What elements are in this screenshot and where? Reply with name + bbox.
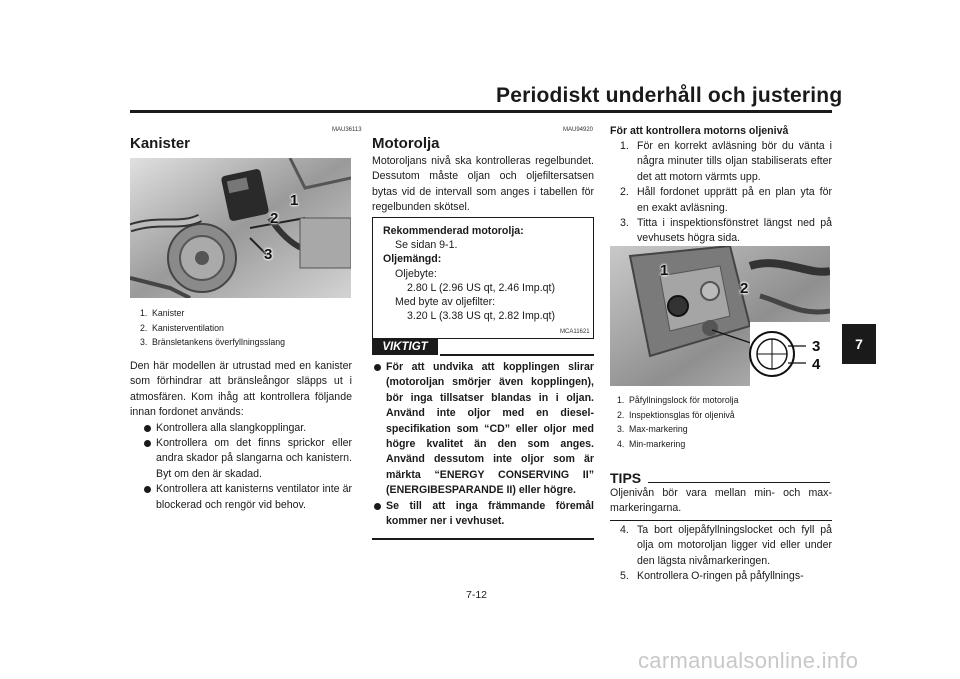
canister-photo bbox=[130, 158, 351, 298]
section-heading-motorolja: Motorolja bbox=[372, 135, 440, 152]
spec-box bbox=[372, 217, 594, 339]
caption-item: 3. Max-markering bbox=[617, 424, 688, 434]
oil-level-illustration bbox=[610, 246, 830, 386]
callout-2: 2 bbox=[270, 210, 279, 227]
caption-item: 3. Bränsletankens överfyllningsslang bbox=[140, 337, 286, 347]
oil-level-captions bbox=[617, 393, 832, 451]
caption-item: 1. Påfyllningslock för motorolja bbox=[617, 395, 739, 405]
spec-filter-value: 3.20 L (3.38 US qt, 2.82 Imp.qt) bbox=[407, 310, 556, 323]
spec-filter-label: Med byte av oljefilter: bbox=[395, 296, 496, 309]
caption-item: 4. Min-markering bbox=[617, 438, 686, 449]
caption-item: 1. Kanister bbox=[140, 308, 185, 318]
section-code: MAU94920 bbox=[563, 127, 594, 133]
warning-rule-top bbox=[440, 354, 594, 356]
canister-captions bbox=[140, 306, 355, 350]
header-rule bbox=[130, 110, 832, 113]
callout-3: 3 bbox=[264, 246, 273, 263]
step-item: 2. Håll fordonet upprätt på en plan yta för en exakt avläsning. bbox=[620, 186, 832, 214]
page-number: 7-12 bbox=[466, 589, 488, 601]
caption-item: 2. Kanisterventilation bbox=[140, 322, 224, 333]
canister-illustration bbox=[130, 158, 351, 298]
callout-1: 1 bbox=[660, 262, 669, 279]
kanister-intro: Den här modellen är utrustad med en kanister som förhindrar att bränsleångor släpps ut i atmosfären. Kom ihåg att kontrollera följande innan fordonet används: bbox=[130, 360, 352, 419]
callout-4: 4 bbox=[812, 356, 821, 373]
bullet-item: Kontrollera om det finns sprickor eller andra skador på slangarna och kanistern. Byt om den är skadad. bbox=[142, 436, 352, 482]
tips-label: TIPS bbox=[610, 470, 642, 486]
warning-code: MCA11621 bbox=[560, 329, 590, 335]
kanister-body bbox=[130, 359, 352, 513]
spec-change-value: 2.80 L (2.96 US qt, 2.46 Imp.qt) bbox=[407, 281, 556, 294]
oil-level-steps bbox=[620, 139, 832, 247]
warning-body bbox=[372, 360, 594, 529]
page-title: Periodiskt underhåll och justering bbox=[496, 84, 843, 107]
section-code: MAU36113 bbox=[332, 127, 362, 133]
spec-title: Rekommenderad motorolja: bbox=[383, 225, 524, 237]
bullet-item: Kontrollera alla slangkopplingar. bbox=[142, 421, 352, 436]
step-item: 5. Kontrollera O-ringen på påfyllnings- bbox=[620, 570, 804, 583]
warning-bullet: Se till att inga främmande föremål kommer ner i vevhuset. bbox=[372, 499, 594, 530]
tips-rule-top bbox=[648, 482, 830, 483]
caption-item: 2. Inspektionsglas för oljenivå bbox=[617, 409, 735, 420]
step-item: 1. För en korrekt avläsning bör du vänta i några minuter tills oljan stabiliserats efter det att motorn värmts upp. bbox=[620, 140, 832, 183]
tips-rule-bottom bbox=[610, 520, 832, 521]
step-item: 4. Ta bort oljepåfyllningslocket och fyll på olja om motoroljan ligger vid eller under den lägsta nivåmarkeringen. bbox=[620, 524, 832, 567]
section-heading-kanister: Kanister bbox=[130, 135, 191, 152]
tips-text: Oljenivån bör vara mellan min- och max-markeringarna. bbox=[610, 487, 832, 515]
oil-fill-steps bbox=[620, 523, 832, 585]
warning-bullet: För att undvika att kopplingen slirar (motoroljan smörjer även kopplingen), bör inga tillsatser blandas in i oljan. Använd inte oljor med en dieselspecifikation som “CD” eller oljor med högre kvalitet än den som anges. Använd dessutom inte oljor som är märkta “ENERGY CONSERVING II” (ENERGIBESPARANDE II) eller högre. bbox=[372, 360, 594, 499]
callout-3: 3 bbox=[812, 338, 821, 355]
chapter-tab: 7 bbox=[842, 324, 876, 364]
oil-level-heading: För att kontrollera motorns oljenivå bbox=[610, 125, 789, 137]
bullet-item: Kontrollera att kanisterns ventilator inte är blockerad och rengör vid behov. bbox=[142, 482, 352, 513]
spec-ref: Se sidan 9-1. bbox=[395, 239, 458, 252]
spec-qty-title: Oljemängd: bbox=[383, 253, 442, 266]
callout-1: 1 bbox=[290, 192, 299, 209]
watermark: carmanualsonline.info bbox=[638, 648, 859, 673]
warning-label: VIKTIGT bbox=[372, 338, 438, 355]
motorolja-intro: Motoroljans nivå ska kontrolleras regelbundet. Dessutom måste oljan och oljefiltersatsen bytas vid de intervall som anges i tabellen för regelbunden skötsel. bbox=[372, 155, 594, 214]
step-item: 3. Titta i inspektionsfönstret längst ned på vevhusets högra sida. bbox=[620, 217, 832, 245]
callout-2: 2 bbox=[740, 280, 749, 297]
warning-rule-bottom bbox=[372, 538, 594, 540]
oil-level-photo bbox=[610, 246, 830, 386]
spec-change-label: Oljebyte: bbox=[395, 267, 437, 280]
